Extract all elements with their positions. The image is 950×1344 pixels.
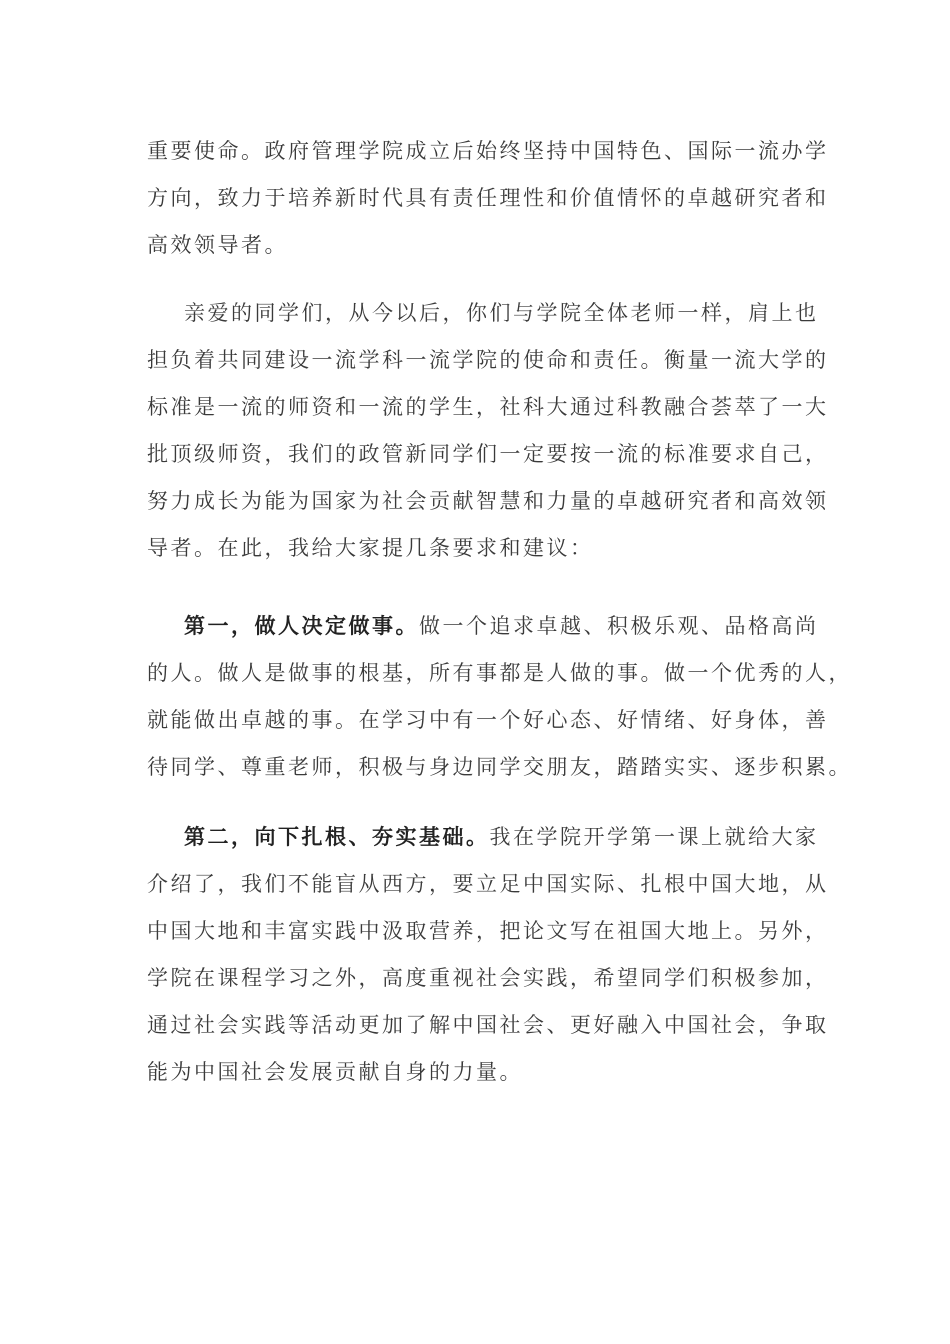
point-text: 我在学院开学第一课上就给大家	[489, 825, 819, 849]
paragraph-mission	[147, 128, 827, 269]
point-text: 做一个追求卓越、积极乐观、品格高尚	[419, 614, 819, 638]
text-line: 重要使命。政府管理学院成立后始终坚持中国特色、国际一流办学	[147, 139, 829, 163]
text-line	[147, 603, 827, 650]
text-line: 介绍了，我们不能盲从西方，要立足中国实际、扎根中国大地，从	[147, 872, 829, 896]
text-line: 担负着共同建设一流学科一流学院的使命和责任。衡量一流大学的	[147, 348, 829, 372]
paragraph-address-students	[147, 290, 827, 572]
point-heading: 第二，向下扎根、夯实基础。	[184, 825, 490, 849]
text-line: 学院在课程学习之外，高度重视社会实践，希望同学们积极参加，	[147, 966, 829, 990]
text-line: 就能做出卓越的事。在学习中有一个好心态、好情绪、好身体，善	[147, 708, 829, 732]
paragraph-point-one	[147, 603, 852, 791]
text-line	[147, 814, 827, 861]
text-line: 方向，致力于培养新时代具有责任理性和价值情怀的卓越研究者和	[147, 186, 829, 210]
text-line: 努力成长为能为国家为社会贡献智慧和力量的卓越研究者和高效领	[147, 489, 829, 513]
text-line: 标准是一流的师资和一流的学生，社科大通过科教融合荟萃了一大	[147, 395, 829, 419]
point-heading: 第一，做人决定做事。	[184, 614, 419, 638]
text-line: 待同学、尊重老师，积极与身边同学交朋友，踏踏实实、逐步积累。	[147, 755, 852, 779]
text-line: 高效领导者。	[147, 233, 288, 257]
text-line: 导者。在此，我给大家提几条要求和建议：	[147, 536, 594, 560]
text-line: 通过社会实践等活动更加了解中国社会、更好融入中国社会，争取	[147, 1013, 829, 1037]
text-line: 能为中国社会发展贡献自身的力量。	[147, 1060, 523, 1084]
text-line: 亲爱的同学们，从今以后，你们与学院全体老师一样，肩上也	[184, 301, 819, 325]
text-line: 中国大地和丰富实践中汲取营养，把论文写在祖国大地上。另外，	[147, 919, 829, 943]
text-line: 的人。做人是做事的根基，所有事都是人做的事。做一个优秀的人，	[147, 661, 852, 685]
text-line: 批顶级师资，我们的政管新同学们一定要按一流的标准要求自己，	[147, 442, 829, 466]
paragraph-point-two	[147, 814, 827, 1096]
